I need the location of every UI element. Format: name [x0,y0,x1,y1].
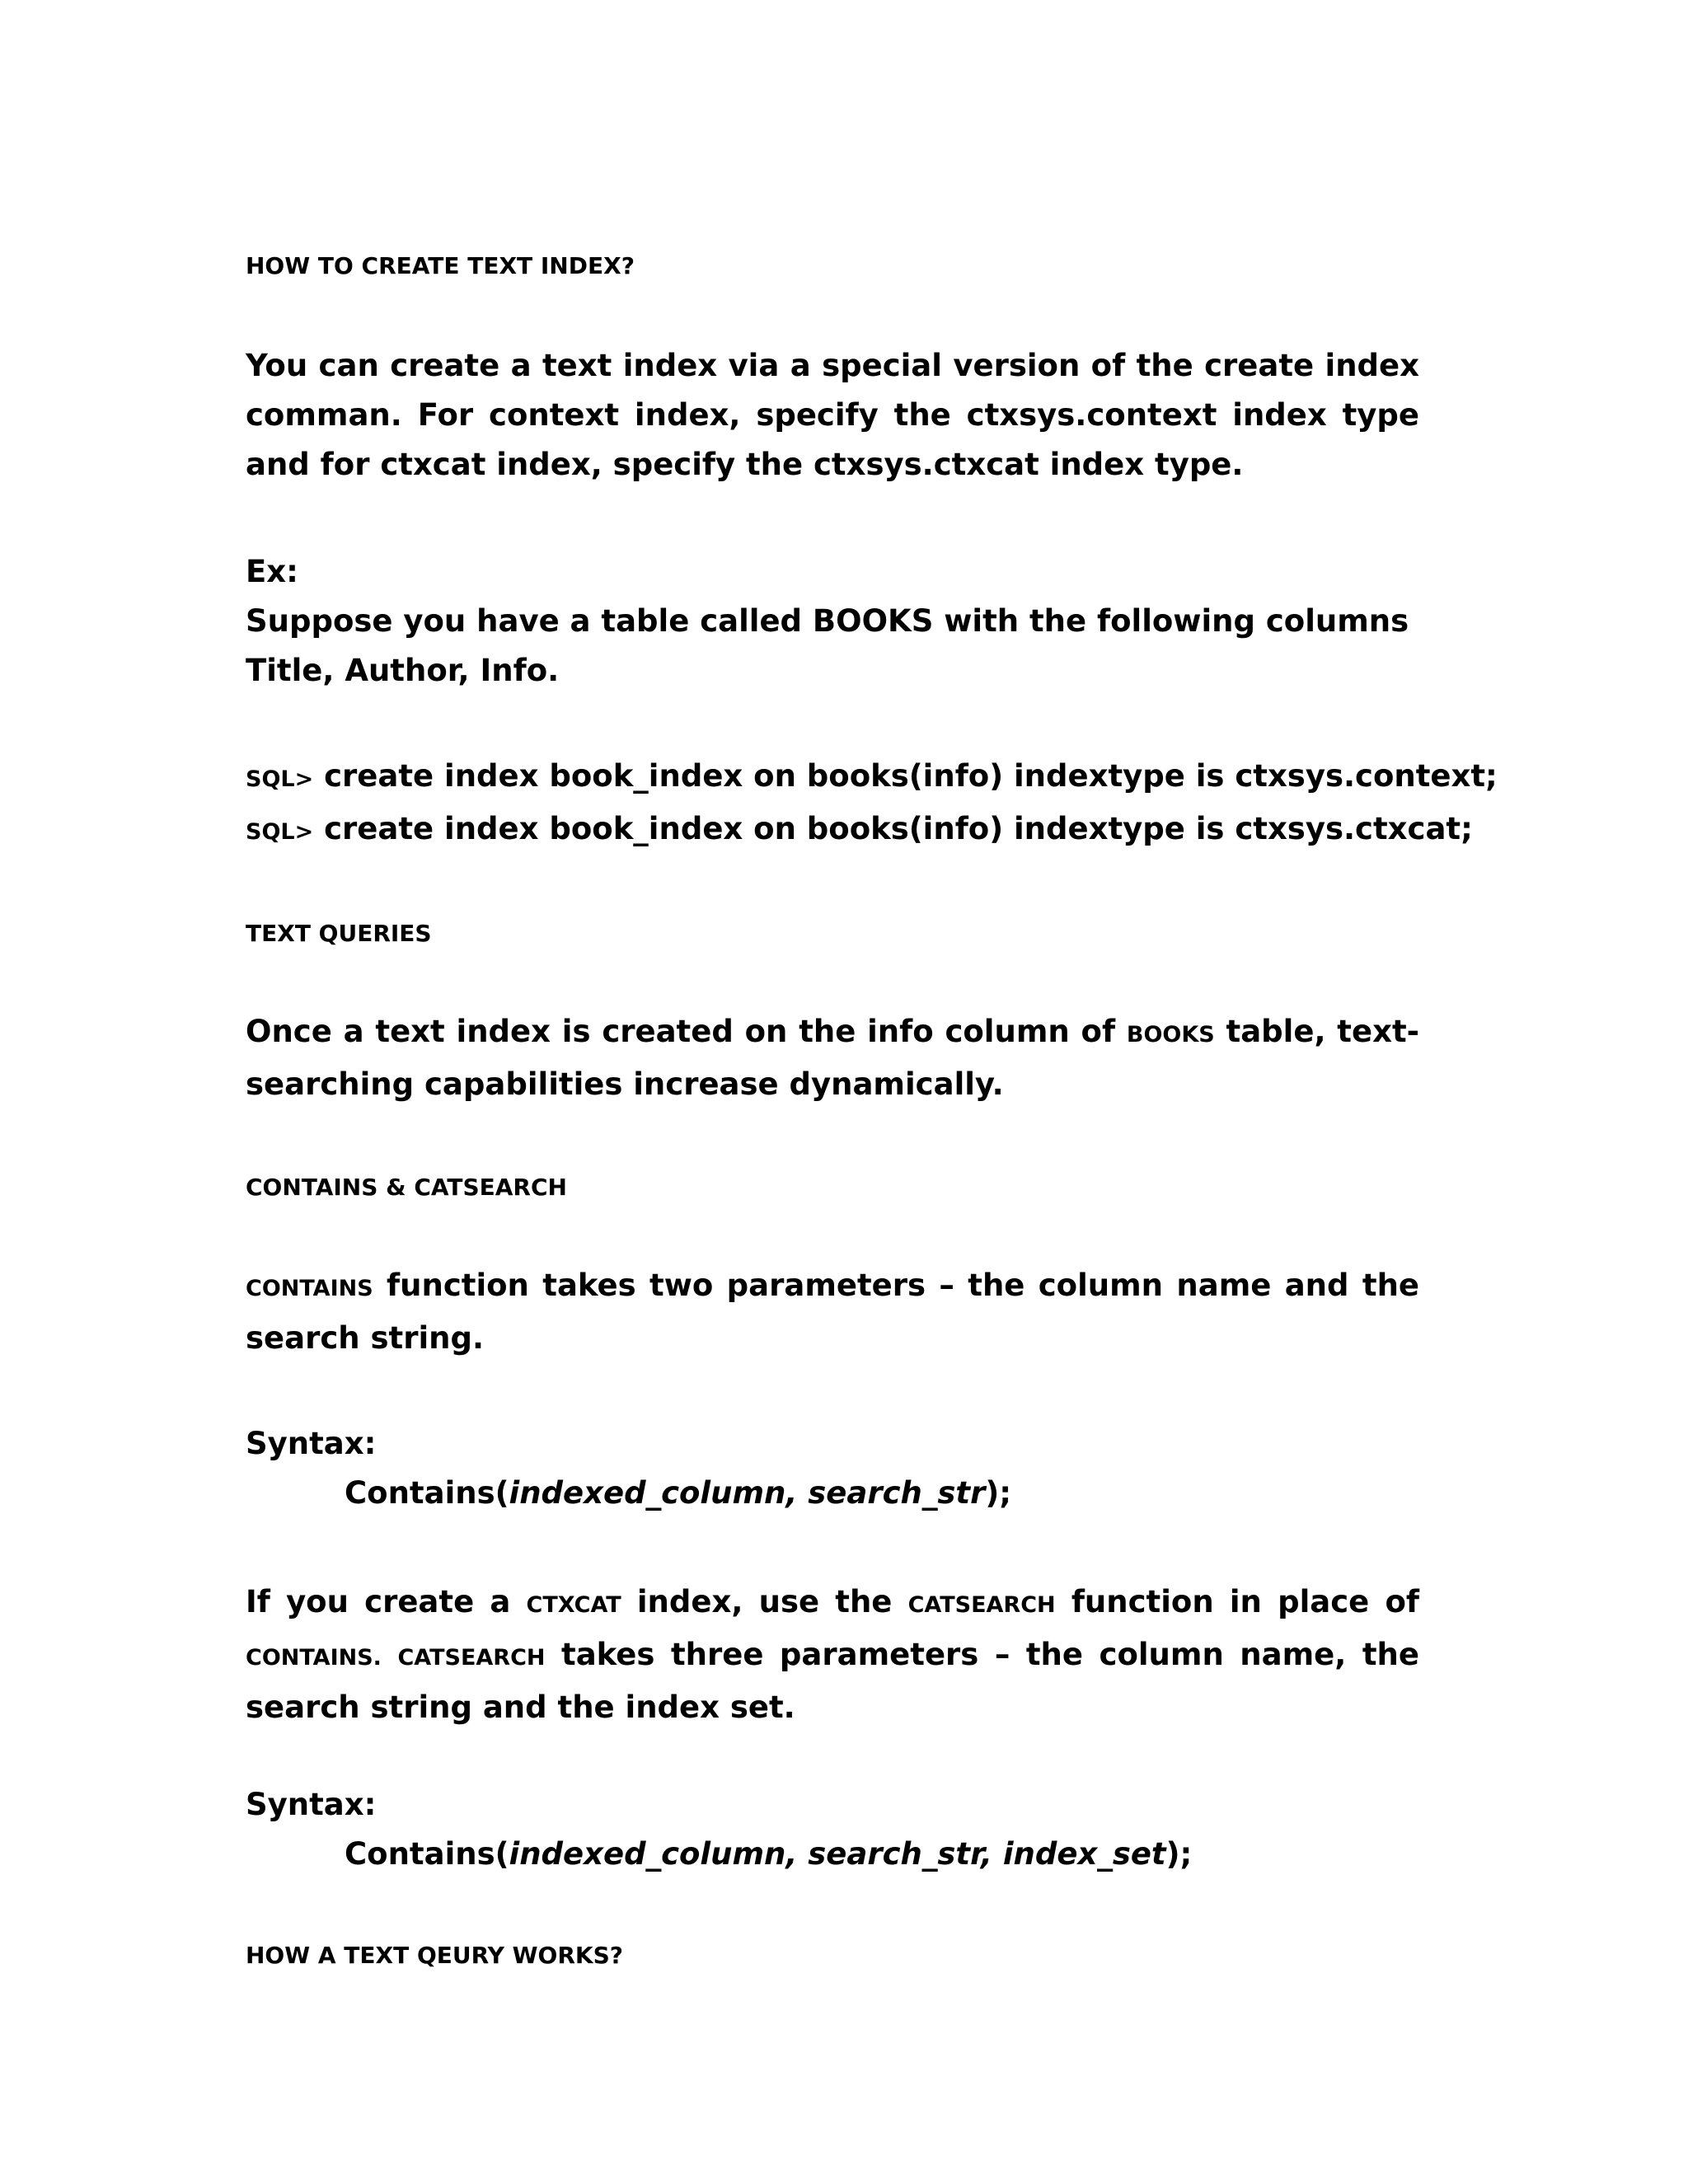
syntax-block-2 [246,1780,1419,1879]
contains-keyword: CONTAINS. [246,1645,382,1671]
example-block [246,547,1419,696]
syntax-label: Syntax: [246,1787,377,1822]
paragraph-create-index: You can create a text index via a special version of the create index comman. For context index, specify the ctxsys.context index type and for ctxcat index, specify the ctxsys.ctxcat index type. [246,348,1419,482]
syntax-label: Syntax: [246,1426,377,1461]
example-label: Ex: [246,554,298,589]
sql-block [246,752,1498,857]
heading-how-text-query-works: HOW A TEXT QEURY WORKS? [246,1942,624,1969]
heading-text-queries: TEXT QUERIES [246,920,432,947]
syntax-block-1 [246,1419,1419,1518]
heading-create-text-index: HOW TO CREATE TEXT INDEX? [246,252,635,279]
contains-keyword: CONTAINS [246,1276,373,1301]
paragraph-catsearch: If you create a CTXCAT index, use the CATSEARCH function in place of CONTAINS. CATSEARCH takes three parameters – the column name, the search string and the index set. [246,1584,1419,1725]
ctxcat-keyword: CTXCAT [526,1592,621,1618]
example-line-2: Title, Author, Info. [246,653,560,688]
paragraph-text-queries: Once a text index is created on the info column of BOOKS table, text-searching capabilities increase dynamically. [246,1014,1419,1102]
example-line-1: Suppose you have a table called BOOKS with the following columns [246,603,1409,639]
syntax-code-2: Contains(indexed_column, search_str, index_set); [345,1836,1193,1872]
sql-prompt: SQL> [246,819,314,845]
catsearch-keyword: CATSEARCH [907,1592,1056,1618]
sql-statement-2: create index book_index on books(info) indextype is ctxsys.ctxcat; [324,811,1473,846]
heading-contains-catsearch: CONTAINS & CATSEARCH [246,1174,567,1201]
syntax-code-1: Contains(indexed_column, search_str); [345,1475,1012,1511]
sql-line-2 [246,804,1473,857]
sql-prompt: SQL> [246,766,314,792]
catsearch-keyword: CATSEARCH [397,1645,546,1671]
books-keyword: BOOKS [1126,1022,1215,1047]
sql-statement-1: create index book_index on books(info) indextype is ctxsys.context; [324,758,1498,794]
sql-line-1 [246,752,1498,804]
paragraph-contains: CONTAINS function takes two parameters – the column name and the search string. [246,1268,1419,1356]
